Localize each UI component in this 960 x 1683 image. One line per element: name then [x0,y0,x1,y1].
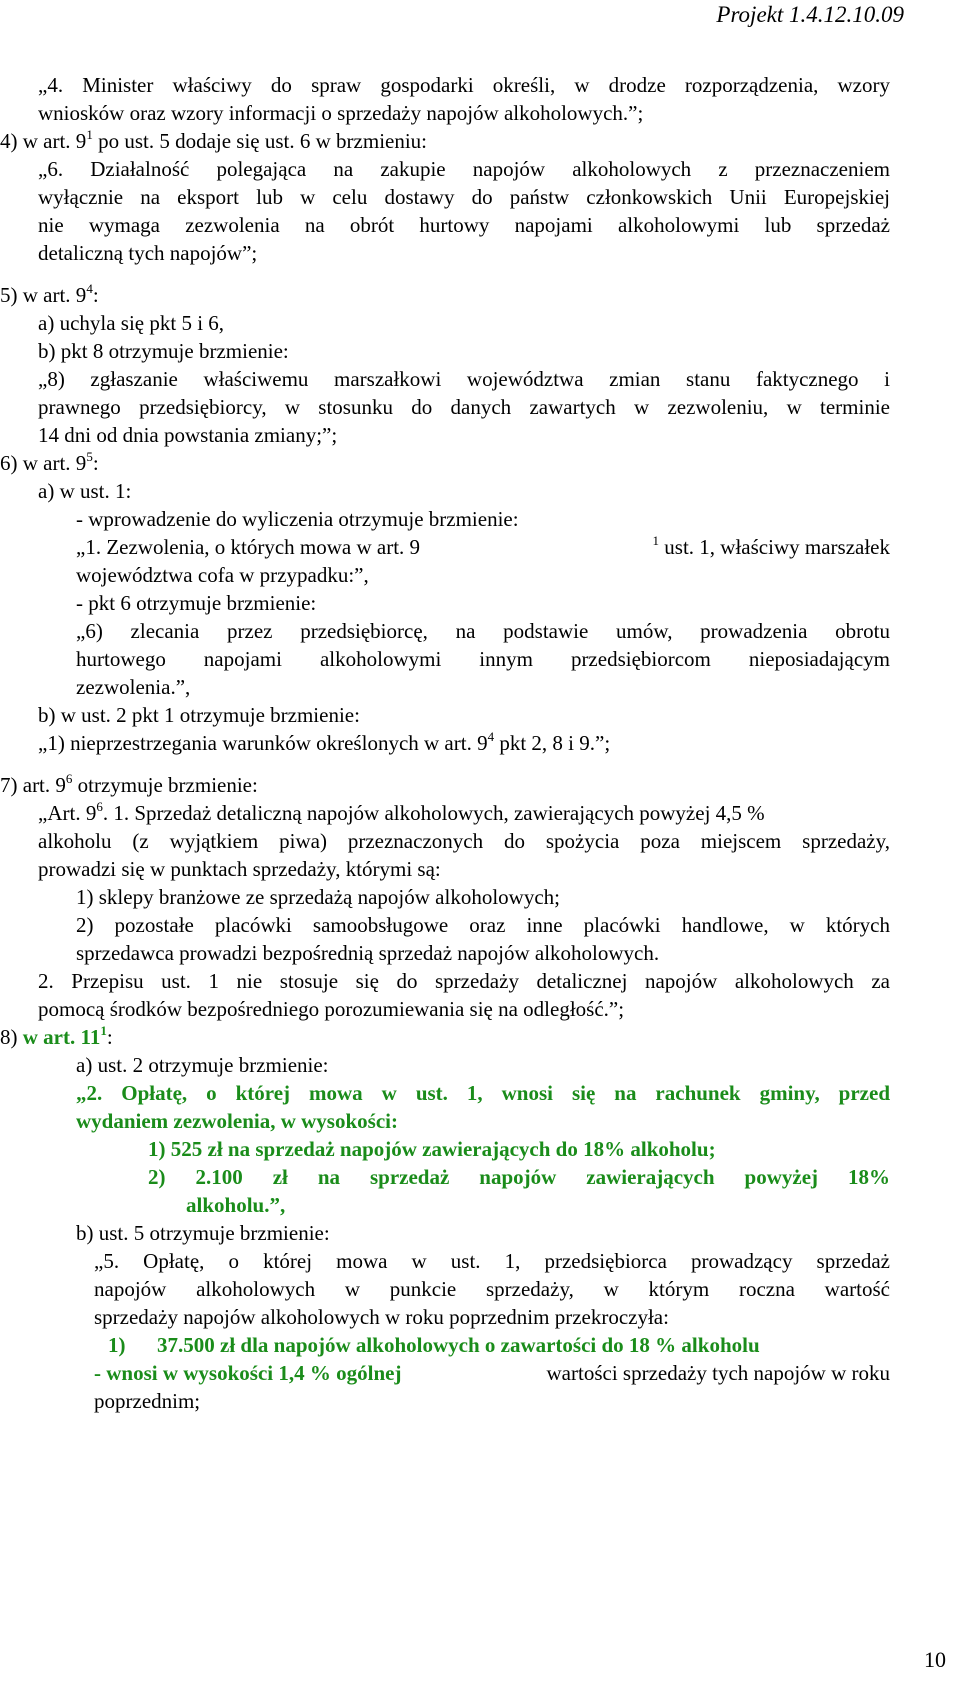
paragraph-line: 5) w art. $9^4$: [0,281,99,307]
paragraph-line: alkoholu (z wyjątkiem piwa) przeznaczonych do spożycia poza miejscem sprzedaży, [38,829,890,853]
paragraph-line: 7) art. $9^6$ otrzymuje brzmienie: [0,771,258,797]
document-header: Projekt 1.4.12.10.09 [716,2,904,27]
paragraph-line: 2. Przepisu ust. 1 nie stosuje się do sprzedaży detalicznej napojów alkoholowych za [38,969,890,993]
paragraph-line: - wprowadzenie do wyliczenia otrzymuje brzmienie: [76,507,519,531]
paragraph-line: „6) zlecania przez przedsiębiorcę, na podstawie umów, prowadzenia obrotu [76,619,890,643]
paragraph-line: wydaniem zezwolenia, w wysokości: [76,1109,398,1133]
page-number: 10 [924,1647,946,1672]
paragraph-line: prowadzi się w punktach sprzedaży, którymi są: [38,857,441,881]
paragraph-line: sprzedaży napojów alkoholowych w roku poprzednim przekroczyła: [94,1305,669,1329]
paragraph-line: 8) w art. $11^1$: [0,1023,113,1049]
paragraph-line: a) w ust. 1: [38,479,132,503]
paragraph-line: 1) sklepy branżowe ze sprzedażą napojów alkoholowych; [76,885,560,909]
paragraph-line: zezwolenia.”, [76,675,191,699]
paragraph-line: alkoholu.”, [186,1193,286,1217]
paragraph-line: a) uchyla się pkt 5 i 6, [38,311,225,335]
paragraph-line: wyłącznie na eksport lub w celu dostawy do państw członkowskich Unii Europejskiej [38,185,890,209]
paragraph-line: poprzednim; [94,1389,201,1413]
paragraph-line: sprzedawca prowadzi bezpośrednią sprzedaż napojów alkoholowych. [76,941,660,965]
paragraph-line: pomocą środków bezpośredniego porozumiewania się na odległość.”; [38,997,625,1021]
paragraph-line: „4. Minister właściwy do spraw gospodarki określi, w drodze rozporządzenia, wzory [38,73,890,97]
paragraph-line: wniosków oraz wzory informacji o sprzedaży napojów alkoholowych.”; [38,101,644,125]
paragraph-line: prawnego przedsiębiorcy, w stosunku do danych zawartych w zezwoleniu, w terminie [38,395,890,419]
paragraph-line: detaliczną tych napojów”; [38,241,258,265]
paragraph-line: 1) 37.500 zł dla napojów alkoholowych o zawartości do 18 % alkoholu [108,1333,760,1357]
paragraph-line: 1) 525 zł na sprzedaż napojów zawierających do 18% alkoholu; [148,1137,716,1161]
paragraph-line: „1) nieprzestrzegania warunków określonych w art. $9^4$ pkt 2, 8 i 9.”; [38,729,611,755]
paragraph-line: hurtowego napojami alkoholowymi innym przedsiębiorcom nieposiadającym [76,647,890,671]
paragraph-line: 14 dni od dnia powstania zmiany;”; [38,423,338,447]
paragraph-line: nie wymaga zezwolenia na obrót hurtowy napojami alkoholowymi lub sprzedaż [38,213,890,237]
paragraph-line: a) ust. 2 otrzymuje brzmienie: [76,1053,329,1077]
paragraph-line: „1. Zezwolenia, o których mowa w art. 9 $^1$ ust. 1, właściwy marszałek [76,533,890,559]
paragraph-line: 4) w art. $9^1$ po ust. 5 dodaje się ust. 6 w brzmieniu: [0,127,428,153]
paragraph-line: b) ust. 5 otrzymuje brzmienie: [76,1221,330,1245]
paragraph-line: b) pkt 8 otrzymuje brzmienie: [38,339,289,363]
paragraph-line: 6) w art. $9^5$: [0,449,99,475]
paragraph-line: 2) pozostałe placówki samoobsługowe oraz inne placówki handlowe, w których [76,913,890,937]
paragraph-line: b) w ust. 2 pkt 1 otrzymuje brzmienie: [38,703,360,727]
paragraph-line: - pkt 6 otrzymuje brzmienie: [76,591,317,615]
paragraph-line: „6. Działalność polegająca na zakupie napojów alkoholowych z przeznaczeniem [38,157,890,181]
paragraph-line: 2) 2.100 zł na sprzedaż napojów zawierających powyżej 18% [148,1165,890,1189]
paragraph-line: „5. Opłatę, o której mowa w ust. 1, przedsiębiorca prowadzący sprzedaż [94,1249,890,1273]
paragraph-line: „8) zgłaszanie właściwemu marszałkowi województwa zmian stanu faktycznego i [38,367,890,391]
paragraph-line: „Art. $9^6$. 1. Sprzedaż detaliczną napojów alkoholowych, zawierających powyżej 4,5 % [38,799,765,825]
paragraph-line: województwa cofa w przypadku:”, [76,563,369,587]
paragraph-line: napojów alkoholowych w punkcie sprzedaży, w którym roczna wartość [94,1277,890,1301]
paragraph-line: „2. Opłatę, o której mowa w ust. 1, wnosi się na rachunek gminy, przed [76,1081,890,1105]
paragraph-line: - wnosi w wysokości 1,4 % ogólnej wartości sprzedaży tych napojów w roku [94,1361,890,1385]
